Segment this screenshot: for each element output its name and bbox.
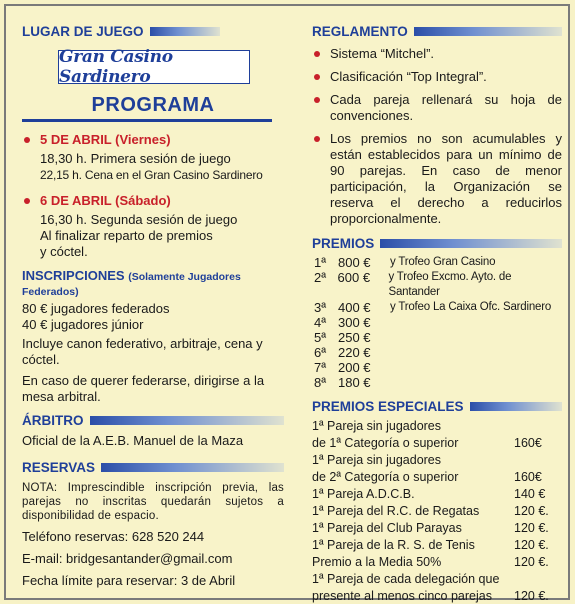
reglamento-header: REGLAMENTO: [312, 22, 562, 40]
lugar-header: LUGAR DE JUEGO: [22, 22, 284, 40]
header-gradient-bar: [101, 463, 284, 472]
premios-list: [312, 255, 562, 390]
bullet-icon: [24, 137, 30, 143]
premios-header: PREMIOS: [312, 234, 562, 252]
list-item: 1ª Pareja del R.C. de Regatas 120 €.: [312, 504, 549, 518]
list-item: Premio a la Media 50% 120 €.: [312, 555, 549, 569]
includes-text: Incluye canon federativo, arbitraje, cena y cóctel.: [22, 336, 263, 367]
header-gradient-bar: [380, 239, 562, 248]
federarse-text: En caso de querer federarse, dirigirse a la mesa arbitral.: [22, 373, 265, 404]
list-item: 1ª Pareja A.D.C.B. 140 €: [312, 487, 546, 501]
list-item: 8ª 180 €: [314, 375, 371, 390]
day-2-title: 6 DE ABRIL (Sábado): [22, 193, 284, 208]
telefono-text: Teléfono reservas: 628 520 244: [22, 529, 205, 544]
email-text: E-mail: bridgesantander@gmail.com: [22, 551, 233, 566]
bullet-icon: [314, 136, 320, 142]
list-item: 4ª 300 €: [314, 315, 371, 330]
premios-especiales-list: [312, 418, 562, 604]
left-column: [22, 22, 284, 589]
inscripciones-header: INSCRIPCIONES (Solamente Jugadores Federados): [22, 268, 241, 298]
right-column: [312, 22, 562, 604]
day-1-title: 5 DE ABRIL (Viernes): [22, 132, 284, 147]
arbitro-header: ÁRBITRO: [22, 411, 284, 429]
list-item: Cada pareja rellenará su hoja de convenciones.: [312, 92, 562, 124]
premios-especiales-header: PREMIOS ESPECIALES: [312, 397, 562, 415]
day-1-schedule: 18,30 h. Primera sesión de juego 22,15 h. Cena en el Gran Casino Sardinero: [40, 151, 263, 182]
list-item: 1ª Pareja del Club Parayas 120 €.: [312, 521, 549, 535]
list-item: 6ª 220 €: [314, 345, 371, 360]
list-item: 7ª 200 €: [314, 360, 371, 375]
list-item: 1ª Pareja de cada delegación que: [312, 572, 500, 586]
reservas-header: RESERVAS: [22, 458, 284, 476]
header-gradient-bar: [90, 416, 285, 425]
list-item: Sistema “Mitchel”.: [312, 46, 562, 62]
list-item: 1ª Pareja de la R. S. de Tenis 120 €.: [312, 538, 549, 552]
header-gradient-bar: [150, 27, 220, 36]
gran-casino-logo: Gran Casino Sardinero: [58, 50, 250, 84]
reglamento-list: [312, 46, 562, 227]
programa-underline: [22, 119, 272, 122]
bullet-icon: [314, 74, 320, 80]
bullet-icon: [314, 51, 320, 57]
arbitro-text: Oficial de la A.E.B. Manuel de la Maza: [22, 433, 244, 448]
list-item: de 2ª Categoría o superior 160€: [312, 470, 542, 484]
list-item: 3ª 400 € y Trofeo La Caixa Ofc. Sardinero: [314, 300, 552, 315]
programa-title: PROGRAMA: [91, 94, 215, 116]
list-item: 5ª 250 €: [314, 330, 371, 345]
day-2-schedule: 16,30 h. Segunda sesión de juego Al finalizar reparto de premios y cóctel.: [40, 212, 238, 259]
list-item: 1ª 800 € y Trofeo Gran Casino: [314, 255, 496, 270]
header-gradient-bar: [414, 27, 562, 36]
list-item: 2ª 600 € y Trofeo Excmo. Ayto. de Santander: [314, 270, 512, 298]
header-gradient-bar: [470, 402, 562, 411]
list-item: Los premios no son acumulables y están establecidos para un mínimo de 90 parejas. En caso de menor participación, la Organización se reserva el derecho a reducirlos proporcionalmente.: [312, 131, 562, 227]
list-item: presente al menos cinco parejas 120 €.: [312, 589, 549, 603]
list-item: 1ª Pareja sin jugadores: [312, 419, 442, 433]
reservas-note: NOTA: Imprescindible inscripción previa, las parejas no inscritas quedarán sujetos a disponibilidad de espacio.: [22, 482, 284, 522]
bullet-icon: [24, 198, 30, 204]
list-item: Clasificación “Top Integral”.: [312, 69, 562, 85]
bullet-icon: [314, 97, 320, 103]
fecha-limite-text: Fecha límite para reservar: 3 de Abril: [22, 573, 236, 588]
list-item: 1ª Pareja sin jugadores: [312, 453, 442, 467]
list-item: de 1ª Categoría o superior 160€: [312, 436, 542, 450]
fees-list: 80 € jugadores federados 40 € jugadores júnior: [22, 301, 170, 332]
